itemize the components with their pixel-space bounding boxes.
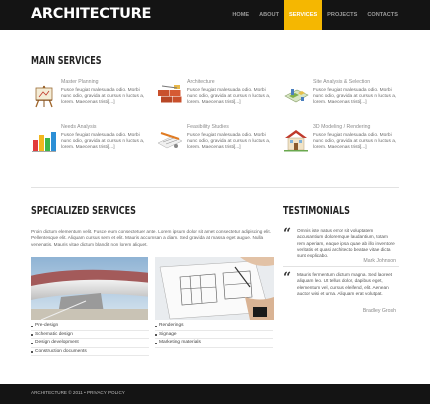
specialized-list-left: [31, 322, 149, 356]
site-plan-icon: [283, 82, 309, 108]
service-text: Fusce feugiat malesuada odio. Morbi nunc odio, gravida at cursus n luctus a, lorem. Maecenas tristi[...]: [313, 88, 397, 106]
testimonial-author: Bradley Grosh: [362, 308, 396, 314]
list-item: Construction documents: [31, 348, 149, 357]
specialized-services-title: SPECIALIZED SERVICES: [31, 205, 136, 217]
service-title: 3D Modeling / Rendering: [313, 124, 371, 130]
service-title: Architecture: [187, 79, 215, 85]
blueprint-photo-image: [155, 257, 274, 320]
service-text: Fusce feugiat malesuada odio. Morbi nunc odio, gravida at cursus n luctus a, lorem. Maecenas tristi[...]: [187, 88, 271, 106]
section-divider: [31, 187, 399, 188]
service-feasibility[interactable]: [157, 124, 279, 172]
testimonial: [283, 272, 399, 314]
building-photo: [31, 257, 148, 320]
specialized-list-right: [155, 322, 273, 348]
list-item: Signage: [155, 331, 273, 340]
service-title: Feasibility Studies: [187, 124, 229, 130]
nav-contacts[interactable]: CONTACTS: [367, 12, 398, 18]
list-item: Pre-design: [31, 322, 149, 331]
service-title: Site Analysis & Selection: [313, 79, 371, 85]
nav-services[interactable]: SERVICES: [284, 0, 322, 30]
testimonial: [283, 228, 399, 270]
service-site-analysis[interactable]: [283, 79, 405, 127]
testimonials-title: TESTIMONIALS: [283, 205, 350, 217]
service-needs-analysis[interactable]: [31, 124, 153, 172]
list-item: Marketing materials: [155, 339, 273, 348]
service-title: Master Planning: [61, 79, 99, 85]
service-text: Fusce feugiat malesuada odio. Morbi nunc odio, gravida at cursus n luctus a, lorem. Maecenas tristi[...]: [61, 133, 145, 151]
nav-about[interactable]: ABOUT: [259, 12, 279, 18]
list-item: Schematic design: [31, 331, 149, 340]
easel-icon: [31, 82, 57, 108]
header-bar: [0, 0, 430, 30]
list-item: Design development: [31, 339, 149, 348]
testimonial-divider: [283, 266, 399, 267]
blueprint-icon: [157, 127, 183, 153]
testimonial-text: Mauris fermentum dictum magna. Sed laoreet aliquam leo. Ut tellus dolor, dapibus eget, elementum vel, cursus eleifend, elit. Aenean auctor wisi et urna. Aliquam erat volutpat.: [297, 272, 393, 296]
testimonial-text: Omnis iste natus error sit voluptatem accusantium doloremque laudantium, totam rem aperiam, eaque ipsa quae ab illo inventore veritatis et quasi architecto beatae vitae dicta sunt explicabo.: [297, 228, 395, 259]
service-text: Fusce feugiat malesuada odio. Morbi nunc odio, gravida at cursus n luctus a, lorem. Maecenas tristi[...]: [187, 133, 271, 151]
service-text: Fusce feugiat malesuada odio. Morbi nunc odio, gravida at cursus n luctus a, lorem. Maecenas tristi[...]: [61, 88, 145, 106]
service-text: Fusce feugiat malesuada odio. Morbi nunc odio, gravida at cursus n luctus a, lorem. Maecenas tristi[...]: [313, 133, 397, 151]
service-title: Needs Analysis: [61, 124, 97, 130]
house-icon: [283, 127, 309, 153]
nav-projects[interactable]: PROJECTS: [327, 12, 358, 18]
footer-copyright[interactable]: ARCHITECTURE © 2011 • PRIVACY POLICY: [31, 390, 125, 395]
list-item: Renderings: [155, 322, 273, 331]
service-3d-modeling[interactable]: [283, 124, 405, 172]
site-logo[interactable]: ARCHITECTURE: [31, 6, 152, 22]
main-nav: [227, 0, 403, 30]
footer-bar: [0, 384, 430, 404]
quote-icon: “: [283, 226, 292, 242]
main-services-title: MAIN SERVICES: [31, 55, 102, 67]
service-architecture[interactable]: [157, 79, 279, 127]
nav-home[interactable]: HOME: [232, 12, 250, 18]
blueprint-photo: [155, 257, 274, 320]
bricks-icon: [157, 82, 183, 108]
specialized-paragraph: Proin dictum elementum velit. Fusce eum consectetuer ante. Lorem ipsum dolor sit amet consectetur adipiscing elit. Pellentesque elit. Aliquam cursus sem et elit. Mauris accumsan a diam. Sed gravida at massa eget augue. Nulla venenatis. Mauris vitae dictum blandit non lorem aliquet.: [31, 229, 271, 247]
quote-icon: “: [283, 270, 292, 286]
service-master-planning[interactable]: [31, 79, 153, 127]
building-photo-image: [31, 257, 148, 320]
bar-chart-icon: [31, 127, 57, 153]
testimonial-author: Mark Johnson: [363, 258, 396, 264]
